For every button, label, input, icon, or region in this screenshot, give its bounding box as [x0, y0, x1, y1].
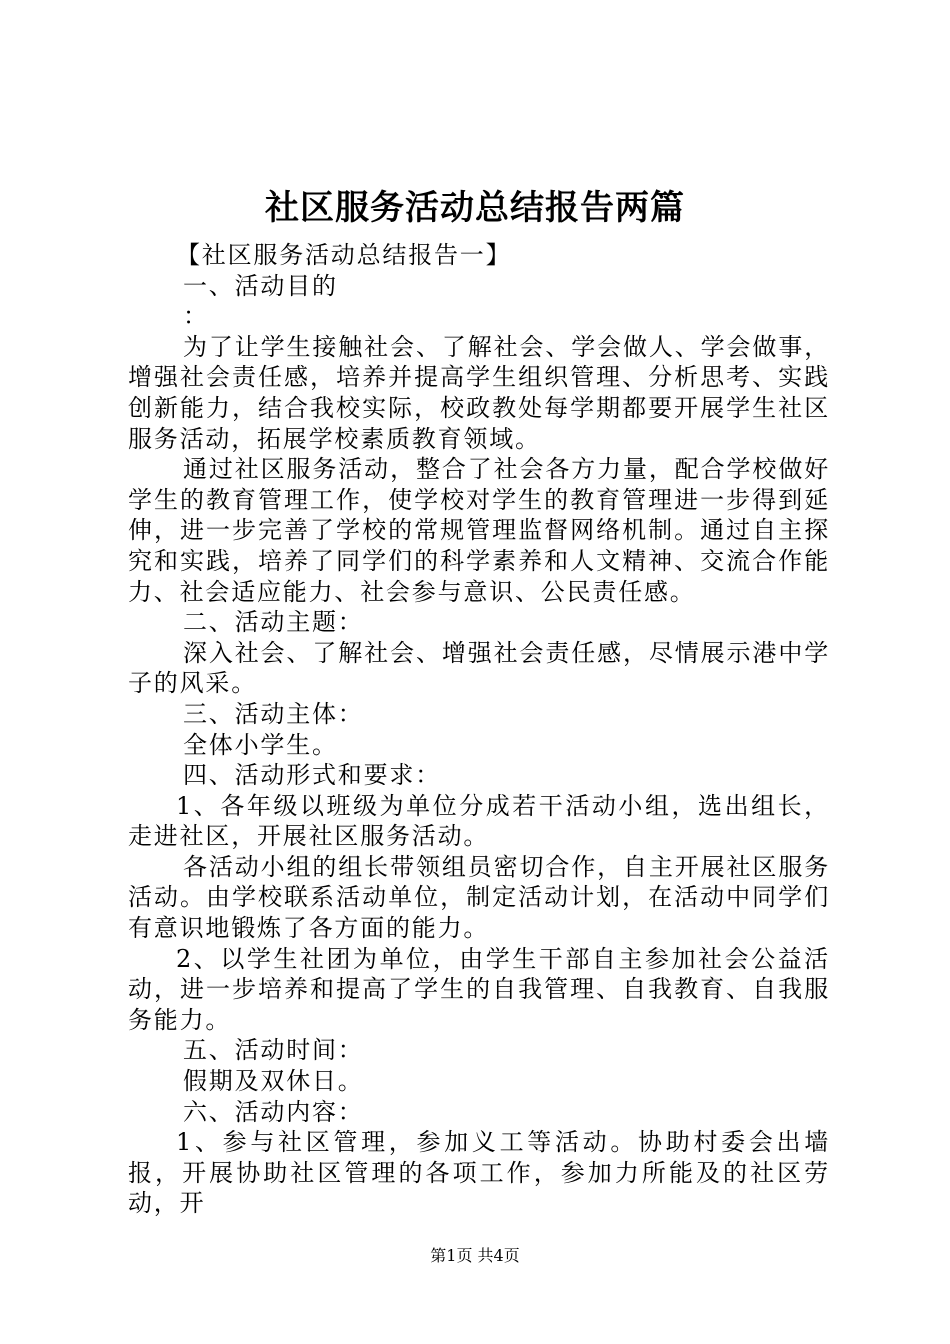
paragraph-content-1: 1、参与社区管理，参加义工等活动。协助村委会出墙报，开展协助社区管理的各项工作，参加力所能及的社区劳动，开 — [128, 1128, 830, 1218]
section-heading-form: 四、活动形式和要求： — [183, 761, 441, 790]
paragraph-theme: 深入社会、了解社会、增强社会责任感，尽情展示港中学子的风采。 — [128, 638, 830, 698]
report-subtitle: 【社区服务活动总结报告一】 — [176, 241, 512, 269]
section-heading-time: 五、活动时间： — [183, 1036, 364, 1065]
section-heading-theme: 二、活动主题： — [183, 608, 364, 637]
section-heading-purpose: 一、活动目的 — [183, 271, 338, 300]
document-body — [128, 240, 830, 1219]
document-title: 社区服务活动总结报告两篇 — [265, 188, 685, 228]
paragraph-purpose-1: 为了让学生接触社会、了解社会、学会做人、学会做事，增强社会责任感，培养并提高学生组织管理、分析思考、实践创新能力，结合我校实际，校政教处每学期都要开展学生社区服务活动，拓展学校素质教育领域。 — [128, 332, 830, 453]
purpose-colon: ： — [183, 302, 209, 331]
paragraph-form-2: 2、以学生社团为单位，由学生干部自主参加社会公益活动，进一步培养和提高了学生的自我管理、自我教育、自我服务能力。 — [128, 944, 830, 1034]
paragraph-time: 假期及双休日。 — [183, 1067, 364, 1096]
section-heading-content: 六、活动内容： — [183, 1097, 364, 1126]
paragraph-form-1: 1、各年级以班级为单位分成若干活动小组，选出组长，走进社区，开展社区服务活动。 — [128, 791, 830, 851]
paragraph-form-detail: 各活动小组的组长带领组员密切合作，自主开展社区服务活动。由学校联系活动单位，制定活动计划，在活动中同学们有意识地锻炼了各方面的能力。 — [128, 852, 830, 943]
paragraph-purpose-2: 通过社区服务活动，整合了社会各方力量，配合学校做好学生的教育管理工作，使学校对学生的教育管理进一步得到延伸，进一步完善了学校的常规管理监督网络机制。通过自主探究和实践，培养了同学们的科学素养和人文精神、交流合作能力、社会适应能力、社会参与意识、公民责任感。 — [128, 455, 830, 606]
section-heading-subject: 三、活动主体： — [183, 699, 364, 728]
paragraph-subject: 全体小学生。 — [183, 730, 338, 759]
page-number-footer: 第1页 共4页 — [430, 1246, 520, 1265]
